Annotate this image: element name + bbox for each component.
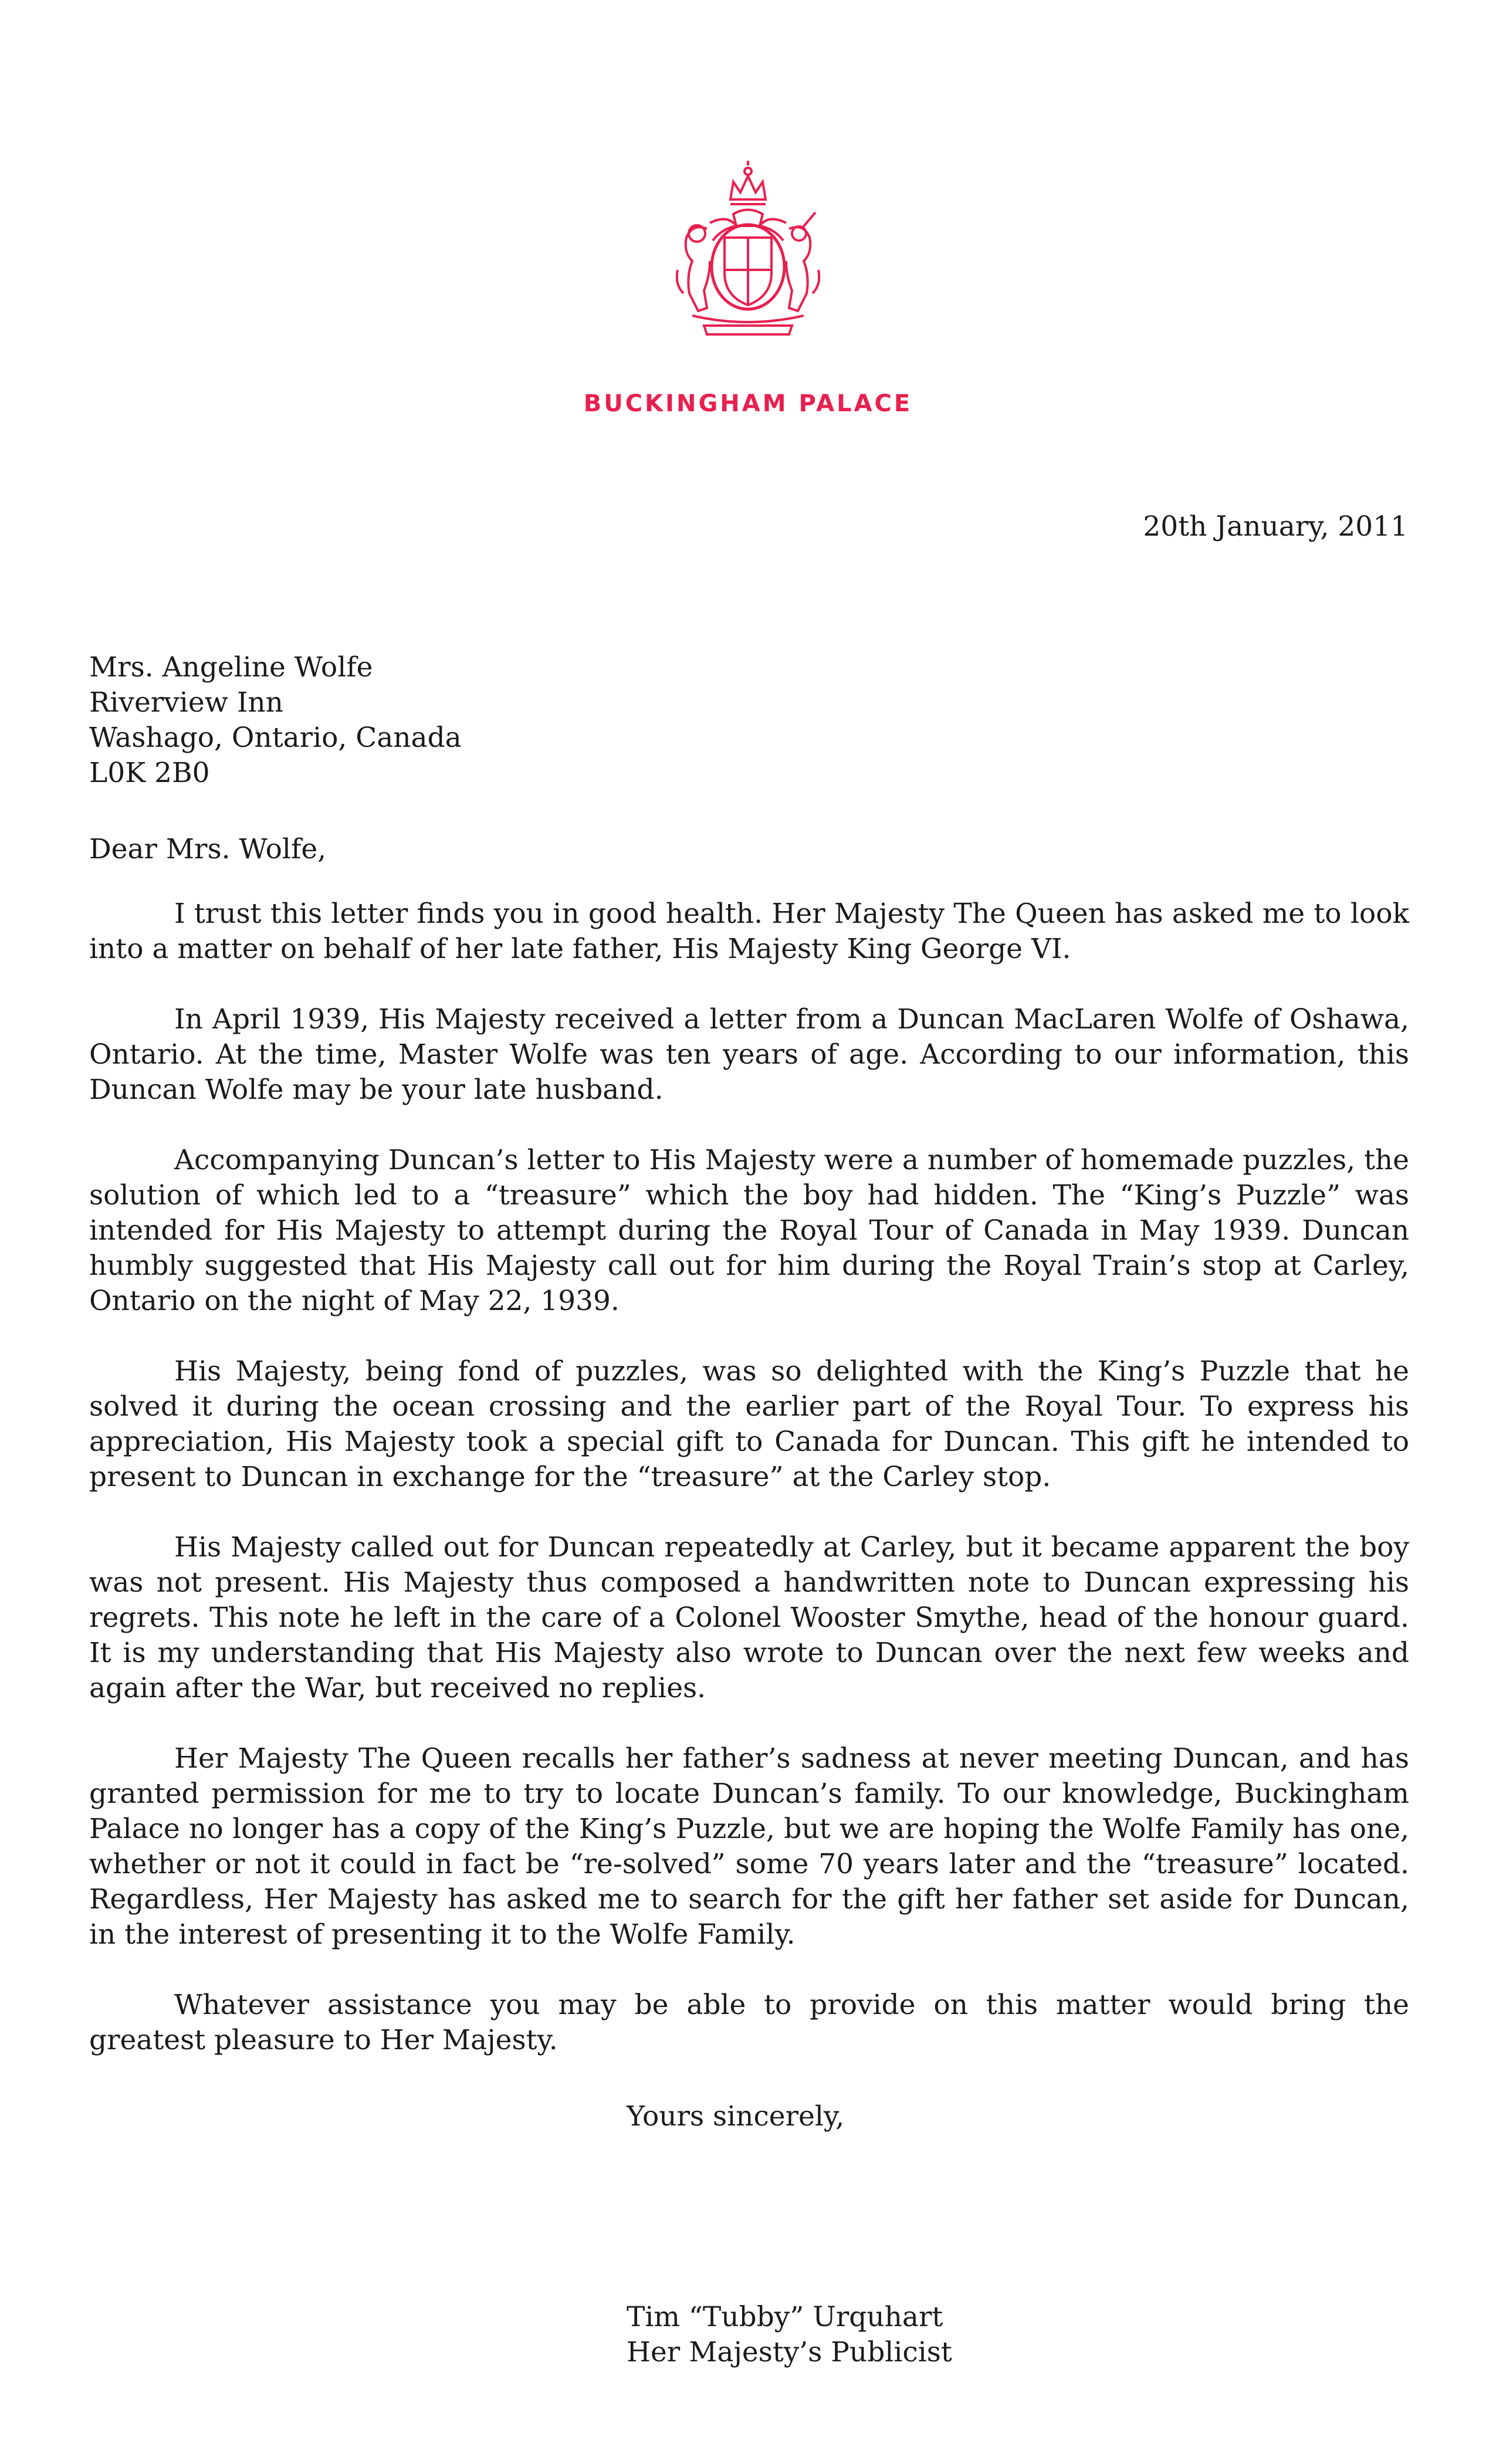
body-paragraph: His Majesty, being fond of puzzles, was so delighted with the King’s Puzzle that he solved it during the ocean crossing and the earlier part of the Royal Tour. To express his appreciation, His Majesty took a special gift to Canada for Duncan. This gift he intended to present to Duncan in exchange for the “treasure” at the Carley stop. — [89, 1355, 1409, 1493]
signatory-name: Tim “Tubby” Urquhart — [627, 2301, 943, 2333]
signatory-title: Her Majesty’s Publicist — [627, 2336, 952, 2368]
body-paragraph: His Majesty called out for Duncan repeatedly at Carley, but it became apparent the boy was not present. His Majesty thus composed a handwritten note to Duncan expressing his regrets. This note he left in the care of a Colonel Wooster Smythe, head of the honour guard. It is my understanding that His Majesty also wrote to Duncan over the next few weeks and again after the War, but received no replies. — [89, 1531, 1409, 1704]
letterhead-title: BUCKINGHAM PALACE — [583, 390, 913, 417]
body-paragraph: Her Majesty The Queen recalls her father’s sadness at never meeting Duncan, and has granted permission for me to try to locate Duncan’s family. To our knowledge, Buckingham Palace no longer has a copy of the King’s Puzzle, but we are hoping the Wolfe Family has one, whether or not it could in fact be “re-solved” some 70 years later and the “treasure” located. Regardless, Her Majesty has asked me to search for the gift her father set aside for Duncan, in the interest of presenting it to the Wolfe Family. — [89, 1742, 1409, 1951]
salutation: Dear Mrs. Wolfe, — [89, 833, 327, 865]
recipient-name: Mrs. Angeline Wolfe — [89, 651, 373, 683]
letter-date: 20th January, 2011 — [1143, 510, 1408, 543]
closing: Yours sincerely, — [627, 2100, 845, 2133]
signature-block — [627, 2300, 952, 2370]
royal-coat-of-arms-icon — [651, 158, 845, 346]
recipient-postal-code: L0K 2B0 — [89, 757, 210, 789]
body-paragraph: Accompanying Duncan’s letter to His Majesty were a number of homemade puzzles, the solution of which led to a “treasure” which the boy had hidden. The “King’s Puzzle” was intended for His Majesty to attempt during the Royal Tour of Canada in May 1939. Duncan humbly suggested that His Majesty call out for him during the Royal Train’s stop at Carley, Ontario on the night of May 22, 1939. — [89, 1144, 1409, 1317]
body-paragraph: In April 1939, His Majesty received a letter from a Duncan MacLaren Wolfe of Oshawa, Ontario. At the time, Master Wolfe was ten years of age. According to our information, this Duncan Wolfe may be your late husband. — [89, 1003, 1409, 1106]
crown-icon — [730, 161, 766, 204]
body-paragraph: Whatever assistance you may be able to provide on this matter would bring the greatest pleasure to Her Majesty. — [89, 1989, 1409, 2056]
body-paragraph: I trust this letter finds you in good health. Her Majesty The Queen has asked me to look into a matter on behalf of her late father, His Majesty King George VI. — [89, 898, 1409, 965]
recipient-address-line: Washago, Ontario, Canada — [89, 722, 462, 754]
recipient-address-line: Riverview Inn — [89, 686, 283, 719]
letter-body — [89, 896, 1409, 2093]
unicorn-supporter-icon — [786, 212, 819, 311]
recipient-address — [89, 650, 462, 791]
lion-supporter-icon — [677, 225, 710, 311]
